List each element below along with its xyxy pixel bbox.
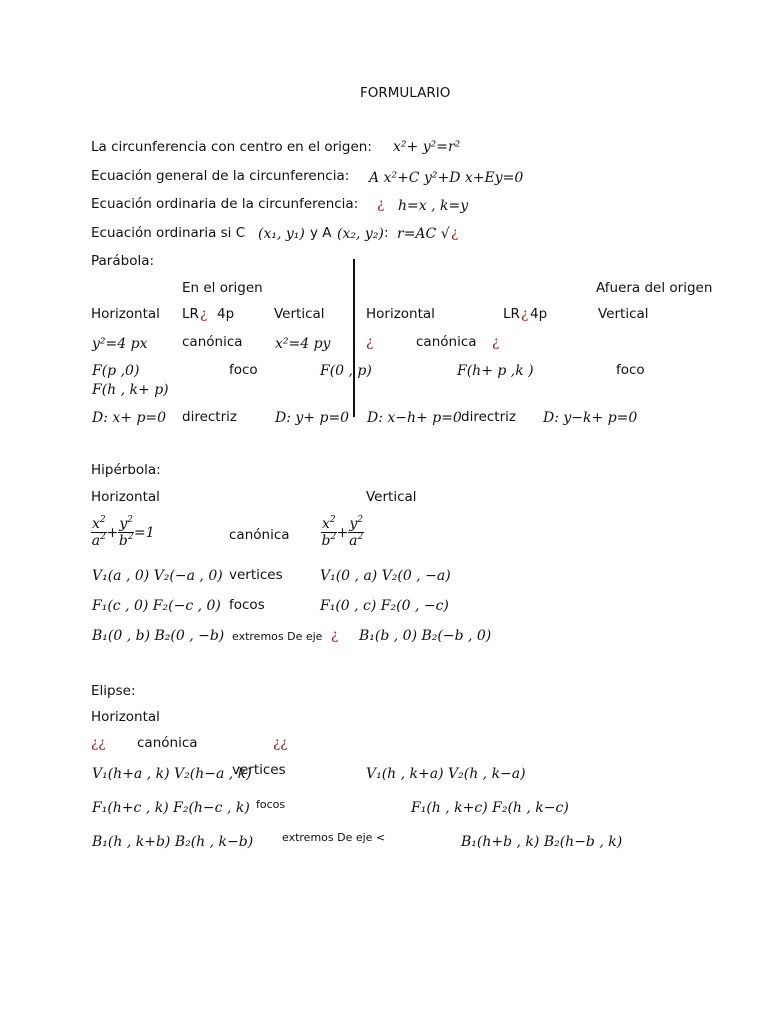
ellipse-foci-label: focos: [256, 798, 286, 811]
hyperbola-extremes-left: B₁(0 , b) B₂(0 , −b): [92, 628, 225, 644]
hyperbola-extremes-label: extremos De eje: [232, 630, 323, 643]
ellipse-vertices-right: V₁(h , k+a) V₂(h , k−a): [366, 766, 526, 782]
circ-r-formula: r=AC √: [397, 226, 450, 242]
hyperbola-heading: Hipérbola:: [91, 462, 161, 478]
circ-ordinary-formula: h=x , k=y: [398, 198, 469, 214]
parabola-lr-right-mark: ¿: [521, 306, 529, 322]
ellipse-vertices-left: V₁(h+a , k) V₂(h−a , k): [92, 766, 252, 782]
hyperbola-vertices-left: V₁(a , 0) V₂(−a , 0): [92, 568, 223, 584]
hyperbola-foci-right: F₁(0 , c) F₂(0 , −c): [320, 598, 449, 614]
ellipse-extremes-label: extremos De eje <: [282, 831, 386, 844]
ellipse-extremes-left: B₁(h , k+b) B₂(h , k−b): [92, 834, 254, 850]
circ-colon: :: [384, 225, 389, 241]
parabola-horizontal-right: Horizontal: [366, 306, 435, 322]
hyperbola-foci-label: focos: [229, 597, 265, 613]
ellipse-extremes-right: B₁(h+b , k) B₂(h−b , k): [461, 834, 623, 850]
ellipse-foci-left: F₁(h+c , k) F₂(h−c , k): [92, 800, 250, 816]
circ-a-point: (x₂, y₂): [337, 226, 384, 242]
parabola-focus-wrap: F(h , k+ p): [92, 382, 169, 398]
hyperbola-canon-left: $\frac{x^2}{a^2}$ + $\frac{y^2}{b^2}$ =1: [91, 515, 155, 550]
parabola-canon-label-2: canónica: [416, 334, 477, 350]
parabola-lr-left: LR: [182, 306, 199, 322]
parabola-directrix-far: D: y−k+ p=0: [543, 410, 638, 426]
parabola-directrix-right: D: x−h+ p=0: [367, 410, 462, 426]
parabola-canon-mark-1: ¿: [366, 334, 374, 350]
hyperbola-vertices-label: vertices: [229, 567, 283, 583]
parabola-canon-left: y²=4 px: [92, 336, 148, 352]
parabola-focus-left: F(p ,0): [92, 363, 140, 379]
parabola-vertical-right: Vertical: [598, 306, 649, 322]
hyperbola-vertical: Vertical: [366, 489, 417, 505]
hyperbola-vertices-right: V₁(0 , a) V₂(0 , −a): [320, 568, 451, 584]
circ-origin-formula: x²+ y²=r²: [393, 139, 461, 155]
parabola-horizontal-left: Horizontal: [91, 306, 160, 322]
hyperbola-canon-label: canónica: [229, 527, 290, 543]
circ-general-formula: A x²+C y²+D x+Ey=0: [369, 170, 524, 186]
hyperbola-canon-eq: =1: [134, 524, 155, 541]
circ-ordinary-mark: ¿: [377, 196, 385, 212]
circ-ordinary-label: Ecuación ordinaria de la circunferencia:: [91, 196, 359, 212]
ellipse-heading: Elipse:: [91, 683, 136, 699]
ellipse-foci-right: F₁(h , k+c) F₂(h , k−c): [411, 800, 569, 816]
parabola-outside-label: Afuera del origen: [596, 280, 713, 296]
hyperbola-foci-left: F₁(c , 0) F₂(−c , 0): [92, 598, 221, 614]
parabola-directrix-left: D: x+ p=0: [92, 410, 167, 426]
hyperbola-horizontal: Horizontal: [91, 489, 160, 505]
parabola-focus-mid: F(0 , p): [320, 363, 372, 379]
parabola-lr-left-mark: ¿: [200, 306, 208, 322]
parabola-heading: Parábola:: [91, 253, 155, 269]
circ-origin-label: La circunferencia con centro en el origen:: [91, 139, 372, 155]
parabola-vertical-left: Vertical: [274, 306, 325, 322]
parabola-canon-mark-2: ¿: [492, 334, 500, 350]
parabola-focus-right: F(h+ p ,k ): [457, 363, 534, 379]
parabola-directrix-label-1: directriz: [182, 409, 237, 425]
parabola-divider: [353, 259, 355, 417]
circ-c-point: (x₁, y₁): [258, 226, 305, 242]
parabola-lr-left-val: 4p: [217, 306, 235, 322]
hyperbola-canon-right: $\frac{x^2}{b^2}$ + $\frac{y^2}{a^2}$: [321, 515, 364, 550]
parabola-lr-right-val: 4p: [530, 306, 548, 322]
parabola-canon-label-1: canónica: [182, 334, 243, 350]
ellipse-horizontal: Horizontal: [91, 709, 160, 725]
parabola-directrix-mid: D: y+ p=0: [275, 410, 350, 426]
hyperbola-extremes-right: B₁(b , 0) B₂(−b , 0): [359, 628, 492, 644]
parabola-lr-right: LR: [503, 306, 520, 322]
parabola-origin-label: En el origen: [182, 280, 263, 296]
ellipse-canon-mark-right: ¿¿: [273, 735, 288, 751]
parabola-canon-mid: x²=4 py: [275, 336, 331, 352]
circ-general-label: Ecuación general de la circunferencia:: [91, 168, 350, 184]
page-title: FORMULARIO: [360, 85, 451, 101]
circ-r-mark: ¿: [451, 225, 459, 241]
parabola-directrix-label-2: directriz: [461, 409, 516, 425]
ellipse-canon-mark-left: ¿¿: [91, 735, 106, 751]
ellipse-vertices-label: vertices: [232, 762, 286, 778]
circ-y-a: y A: [310, 225, 332, 241]
parabola-focus-label-1: foco: [229, 362, 258, 378]
hyperbola-extremes-mark: ¿: [331, 627, 339, 643]
circ-ordinary-c-label: Ecuación ordinaria si C: [91, 225, 246, 241]
parabola-focus-label-2: foco: [616, 362, 645, 378]
ellipse-canon-label: canónica: [137, 735, 198, 751]
